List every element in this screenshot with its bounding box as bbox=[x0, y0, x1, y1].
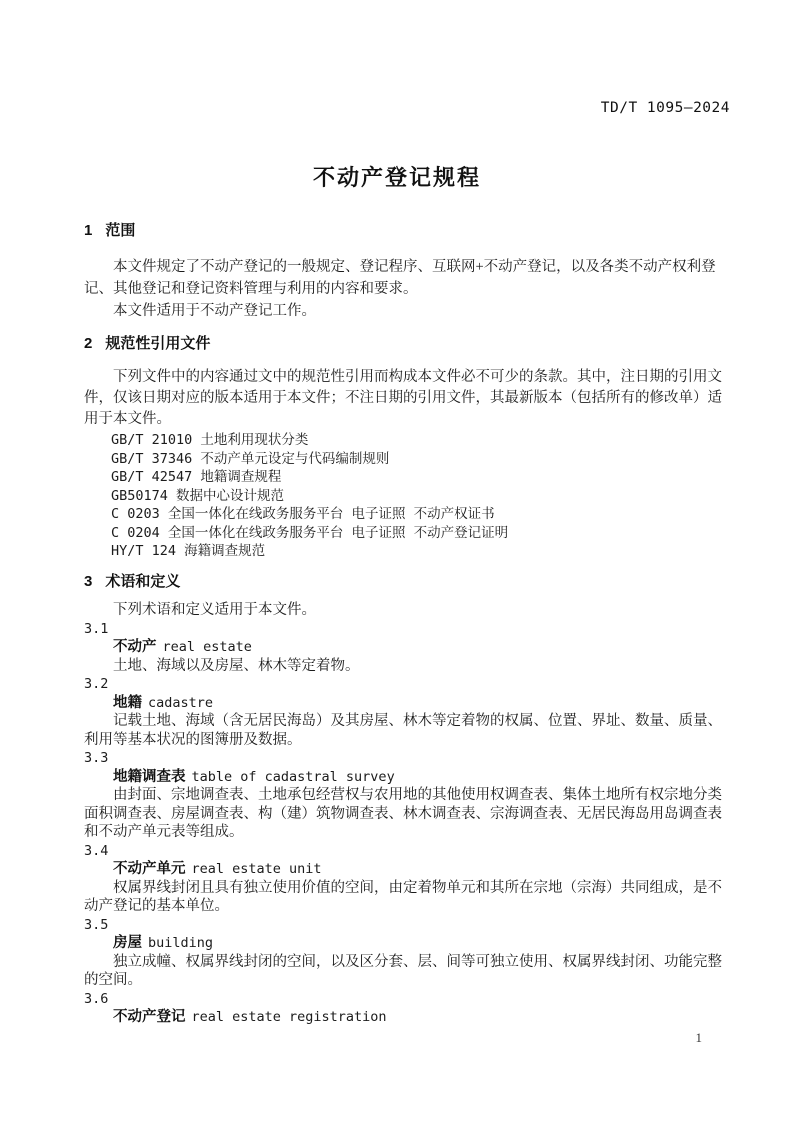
term-title bbox=[84, 694, 732, 713]
page-number: 1 bbox=[695, 1030, 702, 1045]
section-number: 2 bbox=[84, 335, 93, 352]
term-definition: 记载土地、海域（含无居民海岛）及其房屋、林木等定着物的权属、位置、界址、数量、质量、利用等基本状况的图簿册及数据。 bbox=[84, 713, 722, 748]
term-definition: 独立成幢、权属界线封闭的空间，以及区分套、层、间等可独立使用、权属界线封闭、功能完整的空间。 bbox=[84, 953, 722, 988]
reference-item: GB/T 42547 地籍调查规程 bbox=[111, 469, 282, 485]
term-name-zh: 房屋 bbox=[113, 935, 142, 951]
term-entry-3-4 bbox=[84, 842, 732, 916]
term-entry-3-3 bbox=[84, 749, 732, 842]
document-title: 不动产登记规程 bbox=[312, 165, 481, 190]
term-name-zh: 不动产登记 bbox=[113, 1009, 186, 1025]
standard-code: TD/T 1095—2024 bbox=[600, 100, 730, 116]
section-title: 规范性引用文件 bbox=[105, 335, 211, 352]
term-name-zh: 地籍调查表 bbox=[113, 768, 186, 785]
reference-item: GB50174 数据中心设计规范 bbox=[111, 487, 285, 504]
term-number: 3.1 bbox=[84, 620, 109, 637]
term-entry-3-5 bbox=[84, 916, 732, 990]
term-number: 3.3 bbox=[84, 750, 109, 766]
reference-item: GB/T 37346 不动产单元设定与代码编制规则 bbox=[111, 450, 390, 467]
term-name-zh: 不动产单元 bbox=[113, 861, 186, 877]
reference-item: HY/T 124 海籍调查规范 bbox=[111, 543, 266, 559]
term-number: 3.4 bbox=[84, 842, 109, 859]
term-title bbox=[84, 768, 732, 787]
term-number: 3.5 bbox=[84, 916, 109, 933]
term-title bbox=[84, 860, 732, 879]
term-definition: 由封面、宗地调查表、土地承包经营权与农用地的其他使用权调查表、集体土地所有权宗地分类面积调查表、房屋调查表、构（建）筑物调查表、林木调查表、宗海调查表、无居民海岛用岛调查表和不动产单元表等组成。 bbox=[84, 787, 722, 840]
term-definition: 土地、海域以及房屋、林木等定着物。 bbox=[113, 657, 360, 674]
section-number: 3 bbox=[84, 572, 93, 590]
document-body bbox=[84, 222, 732, 1027]
term-name-en: cadastre bbox=[148, 694, 214, 711]
term-name-en: real estate bbox=[162, 639, 252, 655]
reference-item: C 0203 全国一体化在线政务服务平台 电子证照 不动产权证书 bbox=[111, 506, 495, 522]
paragraph: 本文件规定了不动产登记的一般规定、登记程序、互联网+不动产登记，以及各类不动产权利登记、其他登记和登记资料管理与利用的内容和要求。 bbox=[84, 259, 716, 297]
term-entry-3-2 bbox=[84, 675, 732, 749]
term-title bbox=[84, 934, 732, 953]
term-name-zh: 地籍 bbox=[113, 694, 142, 711]
terms-intro: 下列术语和定义适用于本文件。 bbox=[113, 601, 316, 618]
term-name-en: building bbox=[148, 935, 214, 951]
section-3-heading bbox=[84, 573, 732, 591]
term-name-zh: 不动产 bbox=[113, 639, 157, 655]
term-name-en: real estate registration bbox=[191, 1009, 387, 1025]
term-entry-3-6 bbox=[84, 990, 732, 1027]
term-definition: 权属界线封闭且具有独立使用价值的空间，由定着物单元和其所在宗地（宗海）共同组成，是不动产登记的基本单位。 bbox=[84, 879, 722, 914]
term-name-en: table of cadastral survey bbox=[191, 768, 395, 785]
term-entry-3-1 bbox=[84, 620, 732, 676]
terms-list bbox=[84, 620, 732, 1027]
normative-references-list bbox=[84, 431, 732, 561]
section-title: 范围 bbox=[105, 222, 136, 239]
section-title: 术语和定义 bbox=[105, 572, 181, 590]
term-title bbox=[84, 638, 732, 657]
section-number: 1 bbox=[84, 222, 93, 239]
section-2-heading bbox=[84, 335, 732, 353]
term-number: 3.2 bbox=[84, 676, 109, 692]
term-name-en: real estate unit bbox=[191, 861, 322, 877]
paragraph: 下列文件中的内容通过文中的规范性引用而构成本文件必不可少的条款。其中，注日期的引用文件，仅该日期对应的版本适用于本文件；不注日期的引用文件，其最新版本（包括所有的修改单）适用于本文件。 bbox=[84, 369, 722, 427]
term-number: 3.6 bbox=[84, 990, 109, 1007]
reference-item: GB/T 21010 土地利用现状分类 bbox=[111, 432, 309, 448]
section-1-heading bbox=[84, 222, 732, 240]
reference-item: C 0204 全国一体化在线政务服务平台 电子证照 不动产登记证明 bbox=[111, 524, 509, 541]
paragraph: 本文件适用于不动产登记工作。 bbox=[113, 303, 316, 319]
term-title bbox=[84, 1008, 732, 1027]
